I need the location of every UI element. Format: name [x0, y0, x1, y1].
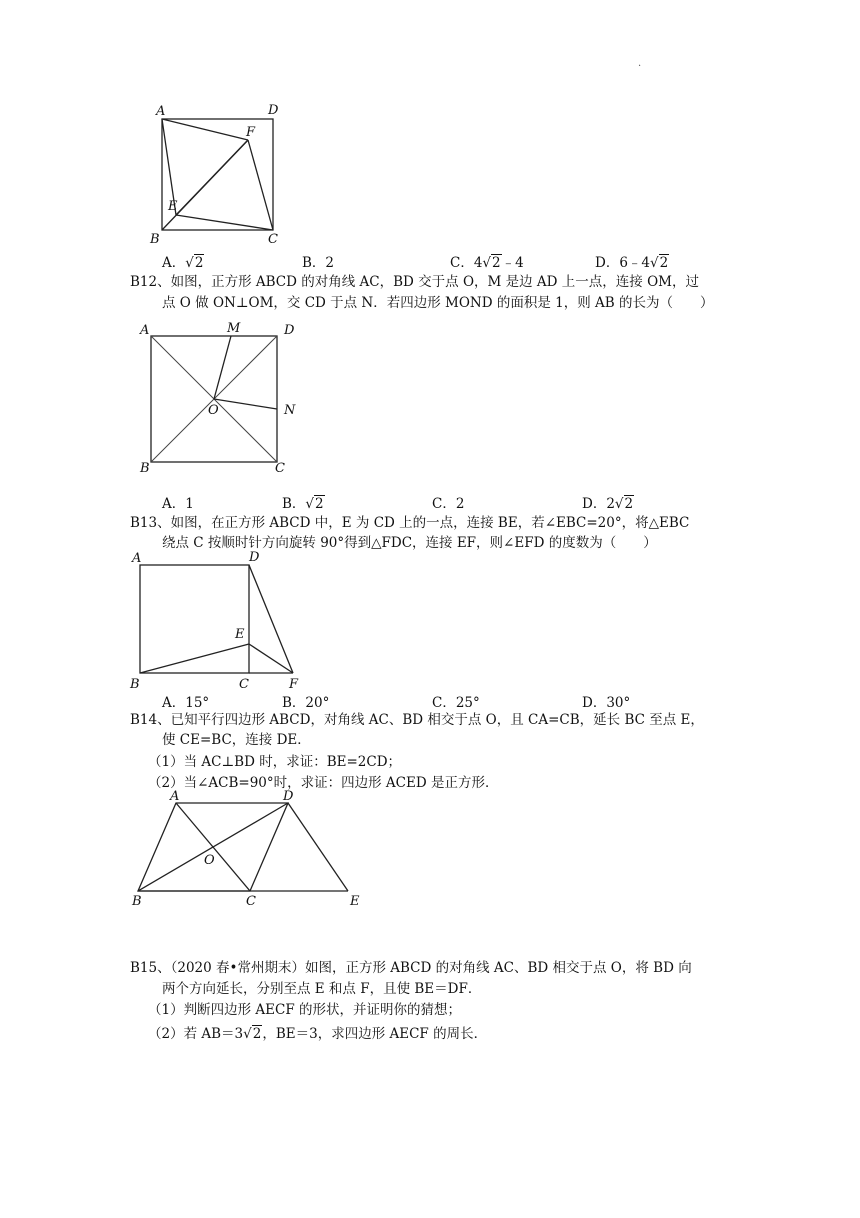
q12-figure: [134, 318, 314, 478]
q12-segment-om: [214, 336, 231, 399]
q11-option-b: B．2: [302, 255, 335, 271]
q14-label-b: B: [132, 894, 142, 909]
q13-text-line1: B13、如图，在正方形 ABCD 中，E 为 CD 上的一点，连接 BE，若∠EBC=20°，将△EBC: [130, 515, 690, 531]
q12-segment-on: [214, 399, 277, 409]
q14-diagonal-bd: [138, 803, 288, 891]
q11-label-d: D: [268, 103, 279, 118]
q11-option-a: A．√2: [162, 255, 204, 271]
sqrt-symbol: √2: [482, 255, 501, 271]
q14-label-e: E: [350, 894, 360, 909]
q12-label-c: C: [275, 461, 285, 476]
q12-option-c: C．2: [432, 496, 465, 512]
q12-label-n: N: [284, 403, 296, 418]
q13-option-b: B．20°: [282, 695, 330, 711]
q15-sub2: （2）若 AB＝3√2，BE＝3，求四边形 AECF 的周长．: [148, 1026, 488, 1042]
sqrt-symbol: √2: [243, 1026, 262, 1042]
q12-text-line1: B12、如图，正方形 ABCD 的对角线 AC，BD 交于点 O，M 是边 AD 上一点，连接 OM，过: [130, 274, 699, 290]
q14-label-c: C: [246, 894, 256, 909]
q13-label-c: C: [239, 677, 249, 692]
q12-option-d: D．2√2: [582, 496, 634, 512]
q13-segment-df: [249, 565, 293, 673]
q14-label-a: A: [170, 789, 180, 804]
q14-label-o: O: [204, 853, 215, 868]
q13-figure: [128, 550, 328, 692]
q11-segment-af: [162, 119, 248, 140]
q11-label-f: F: [246, 125, 256, 140]
q13-option-c: C．25°: [432, 695, 480, 711]
q11-option-c: C．4√2﹣4: [450, 255, 524, 271]
q15-text-line1: B15、（2020 春•常州期末）如图，正方形 ABCD 的对角线 AC、BD 相交于点 O，将 BD 向: [130, 960, 692, 976]
q14-sub2: （2）当∠ACB=90°时，求证：四边形 ACED 是正方形．: [148, 775, 499, 791]
q11-label-a: A: [156, 104, 166, 119]
q13-option-d: D．30°: [582, 695, 631, 711]
q11-label-c: C: [268, 232, 278, 247]
q11-label-e: E: [168, 199, 178, 214]
q13-text-line2: 绕点 C 按顺时针方向旋转 90°得到△FDC，连接 EF，则∠EFD 的度数为（ ）: [162, 535, 657, 551]
q12-label-d: D: [284, 323, 295, 338]
header-dot: .: [638, 58, 642, 69]
q12-text-line2: 点 O 做 ON⊥OM，交 CD 于点 N．若四边形 MOND 的面积是 1，则 AB 的长为（ ）: [162, 295, 714, 311]
q11-option-d: D．6﹣4√2: [595, 255, 669, 271]
q12-label-m: M: [227, 321, 241, 336]
q11-segment-ec: [176, 215, 273, 230]
q12-label-b: B: [140, 461, 150, 476]
q12-label-o: O: [208, 403, 219, 418]
q13-segment-be: [140, 644, 249, 673]
q13-label-d: D: [249, 550, 260, 565]
q11-label-b: B: [150, 232, 160, 247]
q13-square: [140, 565, 249, 673]
q14-label-d: D: [283, 789, 294, 804]
q13-label-f: F: [289, 677, 299, 692]
q13-label-a: A: [132, 551, 142, 566]
q13-label-b: B: [130, 677, 140, 692]
q11-segment-fc: [248, 140, 273, 230]
sqrt-symbol: √2: [614, 496, 634, 512]
q14-segment-de: [288, 803, 348, 891]
q14-text-line1: B14、已知平行四边形 ABCD，对角线 AC、BD 相交于点 O，且 CA=CB，延长 BC 至点 E，: [130, 712, 704, 728]
q13-option-a: A．15°: [162, 695, 210, 711]
q14-text-line2: 使 CE=BC，连接 DE．: [162, 732, 311, 748]
q14-figure: [128, 786, 378, 910]
q12-option-b: B．√2: [282, 496, 324, 512]
q12-option-a: A．1: [162, 496, 194, 512]
q14-sub1: （1）当 AC⊥BD 时，求证：BE=2CD；: [148, 754, 402, 770]
q12-label-a: A: [140, 323, 150, 338]
q15-sub1: （1）判断四边形 AECF 的形状，并证明你的猜想；: [148, 1002, 461, 1018]
q15-text-line2: 两个方向延长，分别至点 E 和点 F，且使 BE＝DF．: [162, 981, 482, 997]
q11-segment-ef: [176, 140, 248, 215]
sqrt-symbol: √2: [650, 255, 669, 271]
sqrt-symbol: √2: [305, 496, 324, 512]
q13-label-e: E: [235, 627, 245, 642]
sqrt-symbol: √2: [185, 255, 204, 271]
q11-figure: [140, 98, 300, 248]
